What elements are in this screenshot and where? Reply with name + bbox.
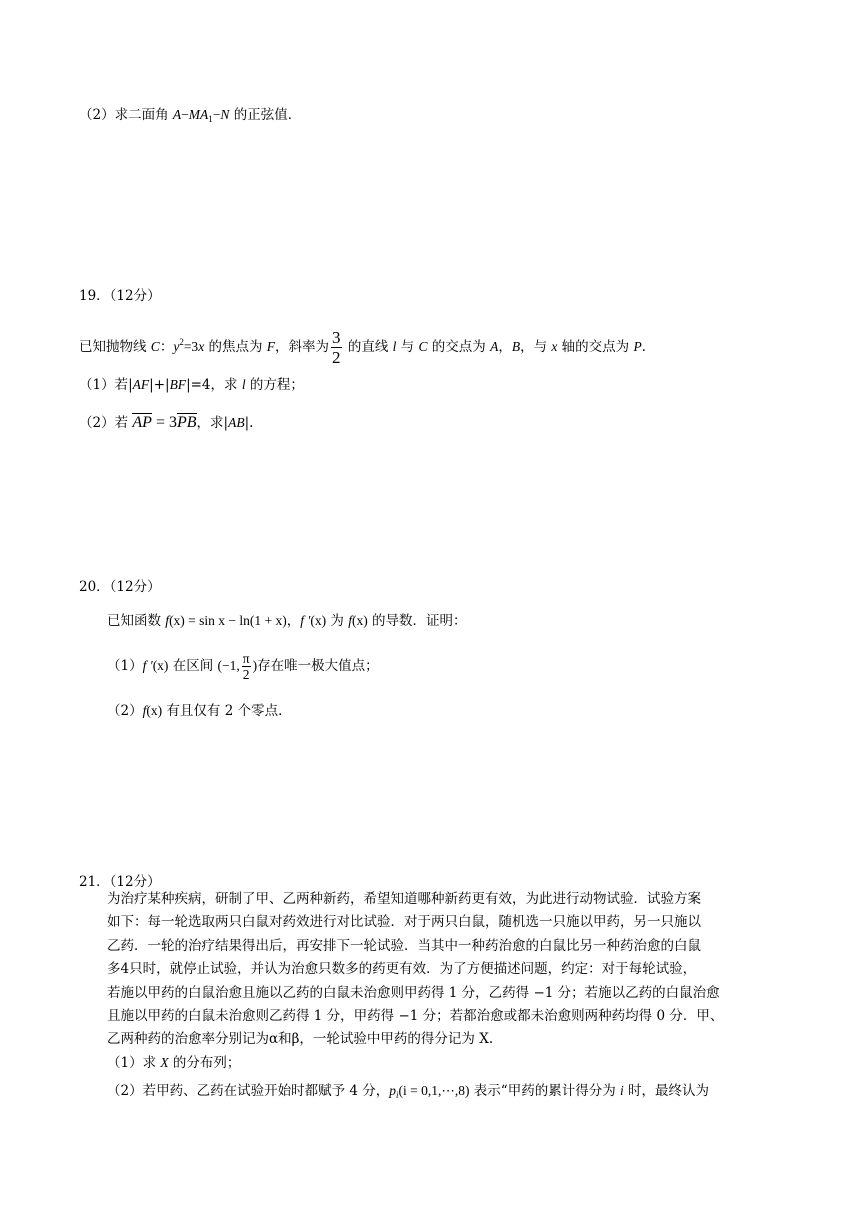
math-minus: −: [212, 107, 221, 122]
math-f: f: [348, 613, 352, 628]
text: ：: [159, 339, 174, 355]
fraction-pi-2: [242, 651, 251, 682]
q20-part1: [107, 646, 379, 686]
q18-part2-label: （2）求二面角: [79, 107, 173, 123]
math-arg: (x): [146, 703, 163, 718]
math-P: P: [633, 339, 642, 354]
math-y: y: [173, 339, 180, 354]
math-A: A: [490, 339, 499, 354]
math-AB: AB: [228, 415, 245, 430]
text: ，: [498, 339, 512, 355]
math-i: i: [620, 1083, 624, 1098]
text: 的分布列；: [168, 1055, 241, 1071]
math-x: x: [198, 339, 205, 354]
math-AF: AF: [132, 377, 150, 392]
text: （1）求: [107, 1055, 161, 1071]
frac-den: 2: [332, 348, 341, 367]
text: ，: [286, 613, 301, 629]
math-F: F: [266, 339, 276, 354]
math-f: f: [165, 613, 170, 628]
math-A: A: [172, 107, 182, 122]
q21-stem: [107, 888, 795, 1052]
text: 为: [326, 613, 349, 629]
math-f: f: [142, 703, 147, 718]
text: 存在唯一极大值点；: [257, 658, 379, 674]
math-N: N: [220, 107, 230, 122]
text: 的导数．证明：: [367, 613, 467, 629]
frac-den: 2: [242, 667, 250, 682]
math-eq: =3: [183, 339, 199, 354]
q21-header: 21．（12分）: [79, 874, 161, 890]
math-fprime: f ′: [300, 613, 311, 628]
math-interval-open: (−1,: [217, 658, 240, 673]
math-sub: 1: [208, 114, 213, 124]
text: 时，最终认为: [623, 1083, 710, 1099]
text: 的方程；: [245, 377, 304, 393]
text: 表示“甲药的累计得分为: [469, 1083, 620, 1099]
math-l: l: [241, 377, 246, 392]
text: 轴的交点为: [557, 339, 634, 355]
text: 已知函数: [107, 613, 166, 629]
vector-AP: AP: [132, 414, 152, 431]
math-arg: (x): [310, 613, 327, 628]
q19-part2: [79, 412, 253, 434]
math-C: C: [150, 339, 160, 354]
text: ，斜率为: [275, 339, 330, 355]
q18-part2: [79, 106, 301, 128]
text: |+|: [149, 377, 170, 393]
math-p: p: [389, 1083, 397, 1098]
math-minus: −: [181, 107, 189, 122]
q21-line: 且施以甲药的白鼠未治愈则乙药得 1 分，甲药得 −1 分；若都治愈或都未治愈则两种药均得 0 分．甲、: [107, 1008, 724, 1025]
q20-stem: [107, 612, 467, 630]
text: （1）: [107, 658, 143, 674]
math-l: l: [392, 339, 397, 354]
q21-line: 乙两种药的治愈率分别记为α和β，一轮试验中甲药的得分记为 X.: [107, 1031, 494, 1048]
text: （2）若甲药、乙药在试验开始时都赋予 4 分，: [107, 1083, 390, 1099]
q21-line: 如下：每一轮选取两只白鼠对药效进行对比试验．对于两只白鼠，随机选一只施以甲药，另一只施以: [107, 914, 701, 931]
q21-part2: [107, 1082, 709, 1104]
text: （2）若: [79, 415, 133, 431]
math-x: x: [551, 339, 558, 354]
frac-num: 3: [332, 328, 341, 347]
text: （2）: [107, 703, 143, 719]
math-sup: 2: [179, 337, 184, 347]
text: 有且仅有 2 个零点．: [162, 703, 292, 719]
text: ，求|: [196, 415, 229, 431]
math-fx-def: (x) = sin x − ln(1 + x): [169, 613, 287, 628]
text: ．: [641, 339, 656, 355]
math-fprime: f ′: [142, 658, 153, 673]
text: （1）若|: [79, 377, 133, 393]
vector-PB: PB: [176, 414, 197, 431]
math-X: X: [160, 1055, 169, 1070]
text: 的直线: [343, 339, 393, 355]
q18-part2-tail: 的正弦值．: [229, 107, 302, 123]
frac-num: π: [242, 651, 250, 666]
q20-part2: [107, 702, 292, 720]
text: 与: [396, 339, 419, 355]
math-eq: = 3: [151, 414, 177, 431]
math-sub-i: i: [396, 1090, 399, 1100]
q20-header: 20．（12分）: [79, 579, 161, 595]
math-arg: (x): [351, 613, 368, 628]
text: 的交点为: [427, 339, 491, 355]
math-BF: BF: [169, 377, 187, 392]
q19-header: 19．（12分）: [79, 288, 161, 304]
text: |=4，求: [186, 377, 242, 393]
math-MA: MA: [188, 107, 209, 122]
q21-part1: [107, 1054, 240, 1072]
q21-line: 若施以甲药的白鼠治愈且施以乙药的白鼠未治愈则甲药得 1 分，乙药得 −1 分；若施以乙药的白鼠治愈: [107, 984, 720, 1001]
q21-line: 多4只时，就停止试验，并认为治愈只数多的药更有效．为了方便描述问题，约定：对于每轮试验，: [107, 961, 697, 978]
fraction-3-2: [331, 328, 342, 367]
text: 已知抛物线: [79, 339, 151, 355]
math-range: (i = 0,1,⋯,8): [398, 1083, 470, 1098]
text: 的焦点为: [204, 339, 267, 355]
q19-part1: [79, 376, 304, 394]
math-arg: (x): [152, 658, 169, 673]
text: ，与: [520, 339, 552, 355]
text: |.: [244, 415, 254, 431]
text: 在区间: [168, 658, 218, 674]
q21-line: 为治疗某种疾病，研制了甲、乙两种新药，希望知道哪种新药更有效，为此进行动物试验．试验方案: [107, 891, 701, 907]
math-C: C: [418, 339, 428, 354]
math-interval-close: ): [252, 658, 258, 673]
math-B: B: [511, 339, 521, 354]
q19-stem: [79, 322, 655, 367]
q21-line: 乙药．一轮的治疗结果得出后，再安排下一轮试验．当其中一种药治愈的白鼠比另一种药治愈的白鼠: [107, 937, 701, 954]
